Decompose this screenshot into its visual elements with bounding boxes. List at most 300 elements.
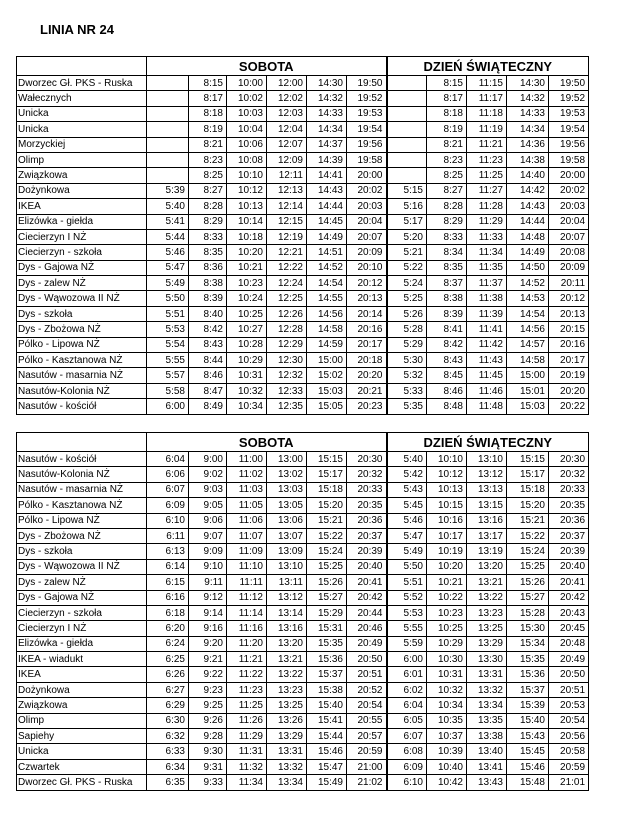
saturday-departure: 8:18 — [189, 106, 227, 121]
stop-name: Dys - Zbożowa NŻ — [17, 528, 147, 543]
holiday-departure: 8:46 — [427, 383, 467, 398]
saturday-departure: 12:00 — [267, 76, 307, 91]
holiday-departure: 5:59 — [387, 636, 427, 651]
holiday-departure: 20:40 — [549, 559, 589, 574]
saturday-departure: 19:50 — [347, 76, 387, 91]
saturday-departure: 10:21 — [227, 260, 267, 275]
holiday-departure: 5:28 — [387, 322, 427, 337]
saturday-departure: 19:54 — [347, 122, 387, 137]
holiday-departure: 8:33 — [427, 229, 467, 244]
holiday-departure: 8:18 — [427, 106, 467, 121]
holiday-departure: 20:08 — [549, 245, 589, 260]
stop-name: Ciecierzyn I NŻ — [17, 229, 147, 244]
saturday-departure: 12:30 — [267, 353, 307, 368]
holiday-departure: 11:27 — [467, 183, 507, 198]
saturday-departure: 15:27 — [307, 590, 347, 605]
holiday-departure: 10:30 — [427, 652, 467, 667]
saturday-departure: 6:25 — [147, 652, 189, 667]
holiday-departure: 11:23 — [467, 152, 507, 167]
holiday-departure: 5:47 — [387, 528, 427, 543]
table-row — [17, 559, 589, 574]
holiday-departure: 10:10 — [427, 452, 467, 467]
saturday-departure: 14:52 — [307, 260, 347, 275]
saturday-departure: 10:02 — [227, 91, 267, 106]
holiday-departure: 14:53 — [507, 291, 549, 306]
holiday-departure: 20:12 — [549, 291, 589, 306]
saturday-departure: 5:41 — [147, 214, 189, 229]
holiday-departure: 13:17 — [467, 528, 507, 543]
holiday-departure: 5:52 — [387, 590, 427, 605]
saturday-departure: 15:36 — [307, 652, 347, 667]
saturday-departure: 10:24 — [227, 291, 267, 306]
stop-name: Wałecznych — [17, 91, 147, 106]
holiday-departure: 11:46 — [467, 383, 507, 398]
table-row — [17, 399, 589, 414]
saturday-departure: 20:50 — [347, 652, 387, 667]
saturday-departure: 6:16 — [147, 590, 189, 605]
holiday-departure: 5:45 — [387, 498, 427, 513]
timetable-body — [17, 433, 589, 791]
saturday-departure: 13:21 — [267, 652, 307, 667]
holiday-departure: 20:33 — [549, 482, 589, 497]
saturday-departure: 5:39 — [147, 183, 189, 198]
holiday-departure: 15:30 — [507, 621, 549, 636]
holiday-departure: 15:00 — [507, 368, 549, 383]
stop-name: Czwartek — [17, 759, 147, 774]
holiday-departure: 5:51 — [387, 575, 427, 590]
holiday-departure: 5:22 — [387, 260, 427, 275]
saturday-departure: 15:41 — [307, 713, 347, 728]
saturday-departure: 9:07 — [189, 528, 227, 543]
saturday-departure: 6:18 — [147, 605, 189, 620]
saturday-departure: 11:00 — [227, 452, 267, 467]
saturday-departure: 15:03 — [307, 383, 347, 398]
holiday-departure: 20:56 — [549, 729, 589, 744]
holiday-departure: 6:10 — [387, 775, 427, 790]
holiday-departure: 14:56 — [507, 322, 549, 337]
saturday-departure: 13:23 — [267, 682, 307, 697]
saturday-departure: 10:00 — [227, 76, 267, 91]
holiday-departure: 5:40 — [387, 452, 427, 467]
saturday-departure — [147, 122, 189, 137]
table-row — [17, 214, 589, 229]
saturday-departure: 13:31 — [267, 744, 307, 759]
saturday-departure: 14:30 — [307, 76, 347, 91]
table-row — [17, 652, 589, 667]
holiday-departure: 14:38 — [507, 152, 549, 167]
holiday-departure: 10:12 — [427, 467, 467, 482]
holiday-departure: 20:07 — [549, 229, 589, 244]
saturday-departure: 14:34 — [307, 122, 347, 137]
saturday-departure: 13:05 — [267, 498, 307, 513]
holiday-departure: 13:30 — [467, 652, 507, 667]
holiday-departure — [387, 122, 427, 137]
saturday-departure: 12:35 — [267, 399, 307, 414]
stop-name: Dys - Wąwozowa II NŻ — [17, 559, 147, 574]
holiday-departure: 8:42 — [427, 337, 467, 352]
saturday-departure: 13:22 — [267, 667, 307, 682]
saturday-departure: 14:43 — [307, 183, 347, 198]
holiday-departure: 15:26 — [507, 575, 549, 590]
holiday-departure: 15:28 — [507, 605, 549, 620]
holiday-departure: 15:46 — [507, 759, 549, 774]
saturday-departure: 5:44 — [147, 229, 189, 244]
saturday-departure: 10:13 — [227, 199, 267, 214]
holiday-departure: 19:58 — [549, 152, 589, 167]
table-row — [17, 621, 589, 636]
stop-name: Nasutów - masarnia NŻ — [17, 368, 147, 383]
saturday-departure: 8:44 — [189, 353, 227, 368]
saturday-departure: 9:05 — [189, 498, 227, 513]
holiday-departure: 20:11 — [549, 276, 589, 291]
saturday-departure: 11:29 — [227, 729, 267, 744]
saturday-departure: 13:00 — [267, 452, 307, 467]
saturday-departure: 11:14 — [227, 605, 267, 620]
holiday-departure: 8:29 — [427, 214, 467, 229]
stop-name: Związkowa — [17, 698, 147, 713]
saturday-departure: 6:32 — [147, 729, 189, 744]
holiday-departure: 20:39 — [549, 544, 589, 559]
saturday-departure: 12:25 — [267, 291, 307, 306]
holiday-departure: 11:43 — [467, 353, 507, 368]
saturday-departure: 21:00 — [347, 759, 387, 774]
saturday-departure: 20:41 — [347, 575, 387, 590]
table-row — [17, 199, 589, 214]
stop-name: Nasutów - kościół — [17, 452, 147, 467]
holiday-departure: 15:40 — [507, 713, 549, 728]
holiday-departure: 15:45 — [507, 744, 549, 759]
saturday-departure: 8:29 — [189, 214, 227, 229]
saturday-departure: 6:11 — [147, 528, 189, 543]
table-row — [17, 76, 589, 91]
saturday-departure: 8:43 — [189, 337, 227, 352]
holiday-departure: 15:20 — [507, 498, 549, 513]
saturday-departure: 10:34 — [227, 399, 267, 414]
saturday-header: SOBOTA — [147, 433, 387, 452]
saturday-departure: 10:12 — [227, 183, 267, 198]
holiday-departure: 10:42 — [427, 775, 467, 790]
holiday-departure: 11:18 — [467, 106, 507, 121]
saturday-departure: 6:30 — [147, 713, 189, 728]
saturday-departure: 6:24 — [147, 636, 189, 651]
stop-name: Ciecierzyn - szkoła — [17, 245, 147, 260]
holiday-departure: 15:35 — [507, 652, 549, 667]
saturday-departure — [147, 76, 189, 91]
saturday-departure: 8:49 — [189, 399, 227, 414]
holiday-departure: 10:20 — [427, 559, 467, 574]
saturday-departure: 13:20 — [267, 636, 307, 651]
saturday-departure: 15:02 — [307, 368, 347, 383]
saturday-departure: 20:07 — [347, 229, 387, 244]
saturday-departure: 6:26 — [147, 667, 189, 682]
saturday-departure: 9:25 — [189, 698, 227, 713]
saturday-departure: 15:26 — [307, 575, 347, 590]
saturday-departure: 13:29 — [267, 729, 307, 744]
saturday-departure: 11:05 — [227, 498, 267, 513]
stop-name: Unicka — [17, 744, 147, 759]
table-row — [17, 605, 589, 620]
saturday-departure: 11:26 — [227, 713, 267, 728]
saturday-departure: 13:32 — [267, 759, 307, 774]
table-row — [17, 744, 589, 759]
saturday-departure: 6:00 — [147, 399, 189, 414]
saturday-departure: 8:17 — [189, 91, 227, 106]
stop-name: Dys - zalew NŻ — [17, 276, 147, 291]
holiday-departure — [387, 76, 427, 91]
timetable-return — [16, 432, 589, 791]
saturday-departure: 5:50 — [147, 291, 189, 306]
holiday-departure: 20:49 — [549, 652, 589, 667]
holiday-departure: 19:50 — [549, 76, 589, 91]
holiday-departure: 11:48 — [467, 399, 507, 414]
saturday-departure: 8:40 — [189, 306, 227, 321]
saturday-departure: 5:40 — [147, 199, 189, 214]
holiday-departure: 20:20 — [549, 383, 589, 398]
saturday-departure: 6:34 — [147, 759, 189, 774]
holiday-departure: 20:36 — [549, 513, 589, 528]
saturday-departure: 15:46 — [307, 744, 347, 759]
saturday-departure: 9:21 — [189, 652, 227, 667]
holiday-departure: 14:32 — [507, 91, 549, 106]
saturday-departure: 20:49 — [347, 636, 387, 651]
holiday-departure: 15:17 — [507, 467, 549, 482]
holiday-departure: 13:31 — [467, 667, 507, 682]
saturday-departure: 15:15 — [307, 452, 347, 467]
saturday-departure: 15:47 — [307, 759, 347, 774]
holiday-departure: 5:50 — [387, 559, 427, 574]
saturday-departure: 10:27 — [227, 322, 267, 337]
saturday-departure: 12:26 — [267, 306, 307, 321]
saturday-departure: 9:10 — [189, 559, 227, 574]
saturday-departure: 8:35 — [189, 245, 227, 260]
stop-name: Dworzec Gł. PKS - Ruska — [17, 775, 147, 790]
saturday-departure: 13:14 — [267, 605, 307, 620]
saturday-departure — [147, 152, 189, 167]
table-row — [17, 353, 589, 368]
table-row — [17, 322, 589, 337]
saturday-departure: 20:17 — [347, 337, 387, 352]
holiday-departure: 20:50 — [549, 667, 589, 682]
holiday-departure: 8:17 — [427, 91, 467, 106]
holiday-departure: 15:27 — [507, 590, 549, 605]
holiday-departure: 10:35 — [427, 713, 467, 728]
saturday-departure: 15:25 — [307, 559, 347, 574]
holiday-departure: 8:19 — [427, 122, 467, 137]
holiday-departure: 5:30 — [387, 353, 427, 368]
holiday-departure: 10:40 — [427, 759, 467, 774]
saturday-departure: 9:23 — [189, 682, 227, 697]
saturday-departure: 13:10 — [267, 559, 307, 574]
stop-name: Dys - szkoła — [17, 544, 147, 559]
holiday-departure: 10:21 — [427, 575, 467, 590]
holiday-departure: 8:45 — [427, 368, 467, 383]
saturday-departure: 21:02 — [347, 775, 387, 790]
holiday-departure: 20:00 — [549, 168, 589, 183]
holiday-departure: 15:25 — [507, 559, 549, 574]
saturday-departure: 20:59 — [347, 744, 387, 759]
holiday-departure: 20:59 — [549, 759, 589, 774]
saturday-departure: 5:46 — [147, 245, 189, 260]
holiday-departure — [387, 168, 427, 183]
saturday-departure: 12:21 — [267, 245, 307, 260]
holiday-departure: 20:43 — [549, 605, 589, 620]
holiday-departure: 8:41 — [427, 322, 467, 337]
saturday-departure: 20:39 — [347, 544, 387, 559]
saturday-departure: 15:00 — [307, 353, 347, 368]
saturday-departure: 6:35 — [147, 775, 189, 790]
saturday-departure: 20:23 — [347, 399, 387, 414]
saturday-departure: 20:37 — [347, 528, 387, 543]
holiday-header: DZIEŃ ŚWIĄTECZNY — [387, 57, 589, 76]
holiday-departure: 13:29 — [467, 636, 507, 651]
table-row — [17, 245, 589, 260]
holiday-departure: 11:42 — [467, 337, 507, 352]
saturday-departure: 11:34 — [227, 775, 267, 790]
holiday-departure: 11:17 — [467, 91, 507, 106]
saturday-departure: 6:13 — [147, 544, 189, 559]
saturday-departure: 8:19 — [189, 122, 227, 137]
saturday-departure: 9:09 — [189, 544, 227, 559]
holiday-departure: 13:40 — [467, 744, 507, 759]
table-row — [17, 513, 589, 528]
saturday-departure: 8:27 — [189, 183, 227, 198]
saturday-departure: 11:11 — [227, 575, 267, 590]
holiday-departure: 15:15 — [507, 452, 549, 467]
holiday-departure: 20:37 — [549, 528, 589, 543]
saturday-departure: 6:10 — [147, 513, 189, 528]
saturday-departure: 6:14 — [147, 559, 189, 574]
saturday-departure: 11:09 — [227, 544, 267, 559]
holiday-departure: 8:28 — [427, 199, 467, 214]
saturday-departure: 15:17 — [307, 467, 347, 482]
saturday-departure: 6:09 — [147, 498, 189, 513]
holiday-departure: 6:08 — [387, 744, 427, 759]
holiday-departure: 13:15 — [467, 498, 507, 513]
saturday-departure: 20:33 — [347, 482, 387, 497]
table-row — [17, 383, 589, 398]
table-row — [17, 452, 589, 467]
saturday-departure: 10:06 — [227, 137, 267, 152]
holiday-departure: 8:43 — [427, 353, 467, 368]
holiday-departure: 14:34 — [507, 122, 549, 137]
saturday-departure: 15:49 — [307, 775, 347, 790]
holiday-departure: 13:19 — [467, 544, 507, 559]
holiday-departure: 20:02 — [549, 183, 589, 198]
saturday-departure: 8:47 — [189, 383, 227, 398]
holiday-departure: 10:17 — [427, 528, 467, 543]
holiday-departure — [387, 106, 427, 121]
saturday-departure: 11:22 — [227, 667, 267, 682]
saturday-departure: 20:20 — [347, 368, 387, 383]
stop-name: Nasutów - masarnia NŻ — [17, 482, 147, 497]
saturday-departure: 10:25 — [227, 306, 267, 321]
holiday-departure: 11:45 — [467, 368, 507, 383]
table-row — [17, 276, 589, 291]
saturday-departure: 5:51 — [147, 306, 189, 321]
saturday-departure: 6:15 — [147, 575, 189, 590]
holiday-departure: 20:48 — [549, 636, 589, 651]
saturday-departure: 20:57 — [347, 729, 387, 744]
holiday-departure: 14:54 — [507, 306, 549, 321]
saturday-departure: 12:04 — [267, 122, 307, 137]
stop-name: Dys - Zbożowa NŻ — [17, 322, 147, 337]
saturday-departure: 8:38 — [189, 276, 227, 291]
saturday-departure: 20:46 — [347, 621, 387, 636]
stop-header-cell — [17, 57, 147, 76]
stop-name: Dworzec Gł. PKS - Ruska — [17, 76, 147, 91]
holiday-departure: 6:00 — [387, 652, 427, 667]
saturday-departure: 12:07 — [267, 137, 307, 152]
holiday-departure: 5:35 — [387, 399, 427, 414]
saturday-departure: 9:06 — [189, 513, 227, 528]
holiday-departure: 5:25 — [387, 291, 427, 306]
holiday-departure: 15:24 — [507, 544, 549, 559]
holiday-departure: 6:04 — [387, 698, 427, 713]
saturday-departure: 5:47 — [147, 260, 189, 275]
holiday-departure: 11:21 — [467, 137, 507, 152]
stop-name: Ciecierzyn I NŻ — [17, 621, 147, 636]
stop-name: Pólko - Lipowa NŻ — [17, 337, 147, 352]
saturday-departure: 5:53 — [147, 322, 189, 337]
holiday-departure: 15:34 — [507, 636, 549, 651]
saturday-departure: 9:14 — [189, 605, 227, 620]
saturday-departure: 20:16 — [347, 322, 387, 337]
saturday-departure: 11:32 — [227, 759, 267, 774]
saturday-departure: 20:09 — [347, 245, 387, 260]
holiday-departure: 10:16 — [427, 513, 467, 528]
holiday-departure: 5:53 — [387, 605, 427, 620]
holiday-departure: 14:58 — [507, 353, 549, 368]
holiday-departure: 15:01 — [507, 383, 549, 398]
holiday-departure: 19:52 — [549, 91, 589, 106]
holiday-departure: 10:37 — [427, 729, 467, 744]
saturday-departure: 10:31 — [227, 368, 267, 383]
saturday-departure: 5:57 — [147, 368, 189, 383]
saturday-departure: 11:31 — [227, 744, 267, 759]
saturday-departure: 9:26 — [189, 713, 227, 728]
holiday-departure: 10:23 — [427, 605, 467, 620]
holiday-departure: 11:28 — [467, 199, 507, 214]
holiday-departure: 19:54 — [549, 122, 589, 137]
saturday-departure: 11:12 — [227, 590, 267, 605]
saturday-departure: 12:28 — [267, 322, 307, 337]
saturday-departure: 13:11 — [267, 575, 307, 590]
holiday-departure: 13:21 — [467, 575, 507, 590]
table-row — [17, 168, 589, 183]
saturday-departure: 12:09 — [267, 152, 307, 167]
holiday-departure: 20:51 — [549, 682, 589, 697]
saturday-departure: 8:42 — [189, 322, 227, 337]
table-row — [17, 122, 589, 137]
holiday-departure: 8:23 — [427, 152, 467, 167]
holiday-departure: 20:09 — [549, 260, 589, 275]
holiday-departure: 14:43 — [507, 199, 549, 214]
holiday-departure: 15:39 — [507, 698, 549, 713]
holiday-departure: 5:46 — [387, 513, 427, 528]
holiday-departure: 10:32 — [427, 682, 467, 697]
saturday-departure: 9:16 — [189, 621, 227, 636]
saturday-departure: 13:02 — [267, 467, 307, 482]
saturday-departure: 13:03 — [267, 482, 307, 497]
saturday-departure: 20:40 — [347, 559, 387, 574]
saturday-departure: 6:20 — [147, 621, 189, 636]
saturday-departure: 20:32 — [347, 467, 387, 482]
saturday-departure: 10:04 — [227, 122, 267, 137]
saturday-departure: 13:26 — [267, 713, 307, 728]
holiday-departure: 10:19 — [427, 544, 467, 559]
saturday-departure: 13:25 — [267, 698, 307, 713]
timetable-header-row — [17, 433, 589, 452]
